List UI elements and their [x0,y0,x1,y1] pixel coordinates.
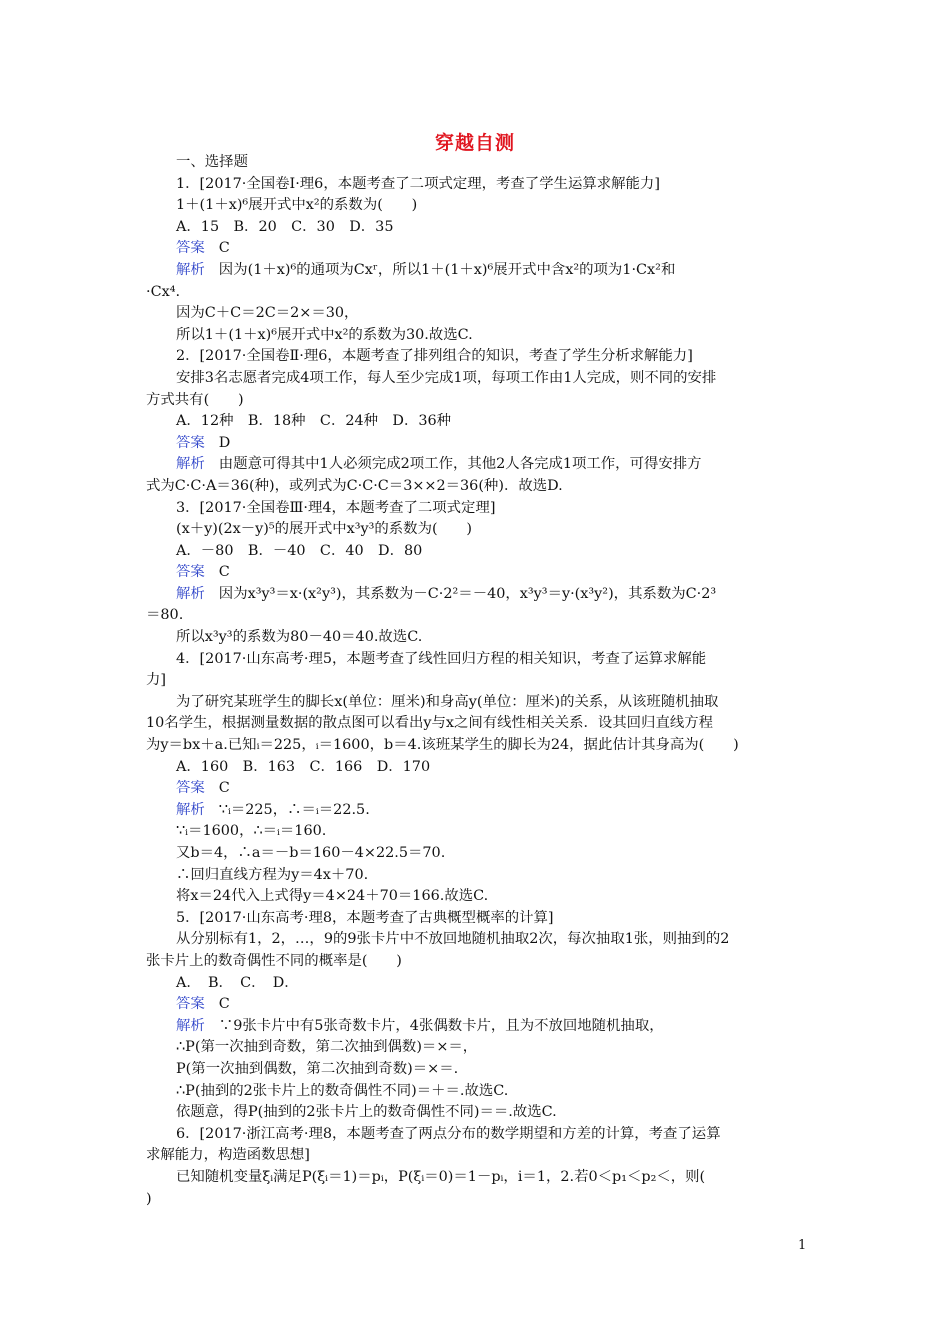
line-text: C [218,240,230,257]
line-text: ∴回归直线方程为y＝4x＋70. [176,866,369,883]
line-text: 从分别标有1，2，…，9的9张卡片中不放回地随机抽取2次，每次抽取1张，则抽到的2 [176,931,730,948]
line-text: C [218,564,230,581]
analysis-label: 解析 [176,456,205,473]
text-line [146,649,810,671]
text-line [146,821,810,843]
answer-label: 答案 [176,240,205,257]
text-line [146,1102,810,1124]
line-text: P(第一次抽到偶数，第二次抽到奇数)＝×＝. [176,1060,459,1077]
analysis-label: 解析 [176,1017,205,1034]
text-line [146,519,810,541]
text-line [146,1081,810,1103]
line-text: A． B． C． D． [176,974,299,991]
text-line [146,1037,810,1059]
text-line [146,346,810,368]
line-text: 力] [146,672,167,689]
line-text: (x＋y)(2x－y)⁵的展开式中x³y³的系数为( ) [176,521,472,538]
text-line [146,692,810,714]
line-text: 所以1＋(1＋x)⁶展开式中x²的系数为30.故选C. [176,326,473,343]
text-line [146,1167,810,1189]
line-text: ∵ᵢ＝1600，∴＝ᵢ＝160. [176,823,327,840]
line-text: 方式共有( ) [146,391,244,408]
answer-label: 答案 [176,564,205,581]
text-line [146,411,810,433]
text-line [146,843,810,865]
analysis-line [146,800,810,822]
line-text: 4．[2017·山东高考·理5，本题考查了线性回归方程的相关知识，考查了运算求解能 [176,650,707,667]
text-line [146,627,810,649]
line-text: ) [146,1190,152,1207]
page-number: 1 [798,1238,807,1253]
line-text: 式为C·C·A＝36(种)，或列式为C·C·C＝3××2＝36(种)．故选D. [146,477,563,494]
answer-label: 答案 [176,434,205,451]
line-text: ＝80. [146,607,184,624]
line-text: 依题意，得P(抽到的2张卡片上的数奇偶性不同)＝＝.故选C. [176,1104,557,1121]
analysis-line [146,1016,810,1038]
line-text: A．15 B．20 C．30 D．35 [176,218,394,235]
line-text: 1＋(1＋x)⁶展开式中x²的系数为( ) [176,197,418,214]
text-line [146,282,810,304]
text-line [146,325,810,347]
analysis-label: 解析 [176,585,205,602]
document-body [146,152,810,1210]
line-text: ·Cx⁴. [146,283,181,300]
text-line [146,1145,810,1167]
text-line [146,1059,810,1081]
line-text: 为y＝bx＋a.已知ᵢ＝225，ᵢ＝1600，b＝4.该班某学生的脚长为24，据此估计其身高为( ) [146,737,739,754]
line-text: 又b＝4，∴a＝－b＝160－4×22.5＝70. [176,845,446,861]
line-text: ∴P(第一次抽到奇数，第二次抽到偶数)＝×＝， [176,1039,478,1056]
line-text: ∵ᵢ＝225，∴＝ᵢ＝22.5. [218,801,370,818]
text-line [146,498,810,520]
line-text: ∵9张卡片中有5张奇数卡片，4张偶数卡片，且为不放回地随机抽取， [218,1017,664,1034]
line-text: 安排3名志愿者完成4项工作，每人至少完成1项，每项工作由1人完成，则不同的安排 [176,369,717,386]
text-line [146,1124,810,1146]
text-line [146,217,810,239]
line-text: 1．[2017·全国卷Ⅰ·理6，本题考查了二项式定理，考查了学生运算求解能力] [176,175,660,192]
line-text: 10名学生，根据测量数据的散点图可以看出y与x之间有线性相关关系．设其回归直线方程 [146,715,714,732]
line-text: 5．[2017·山东高考·理8，本题考查了古典概型概率的计算] [176,909,554,926]
line-text: 一、选择题 [176,154,248,170]
line-text: ∴P(抽到的2张卡片上的数奇偶性不同)＝＋＝.故选C. [176,1082,509,1099]
analysis-label: 解析 [176,261,205,278]
line-text: 2．[2017·全国卷Ⅱ·理6，本题考查了排列组合的知识，考查了学生分析求解能力] [176,348,693,365]
text-line [146,757,810,779]
line-text: C [218,996,230,1013]
page-title: 穿越自测 [434,132,515,154]
text-line [146,152,810,174]
line-text: 6．[2017·浙江高考·理8，本题考查了两点分布的数学期望和方差的计算，考查了运算 [176,1125,721,1142]
answer-line [146,994,810,1016]
text-line [146,605,810,627]
analysis-line [146,584,810,606]
line-text: 3．[2017·全国卷Ⅲ·理4，本题考查了二项式定理] [176,499,496,516]
answer-line [146,433,810,455]
text-line [146,476,810,498]
answer-line [146,778,810,800]
line-text: A．160 B．163 C．166 D．170 [176,758,431,775]
line-text: 为了研究某班学生的脚长x(单位：厘米)和身高y(单位：厘米)的关系，从该班随机抽取 [176,693,719,710]
answer-label: 答案 [176,780,205,797]
line-text: 由题意可得其中1人必须完成2项工作，其他2人各完成1项工作，可得安排方 [218,456,702,473]
line-text: D [218,434,231,451]
line-text: 将x＝24代入上式得y＝4×24＋70＝166.故选C. [176,888,489,905]
line-text: 求解能力，构造函数思想] [146,1147,310,1164]
text-line [146,929,810,951]
line-text: C [218,780,230,797]
text-line [146,390,810,412]
analysis-label: 解析 [176,801,205,818]
line-text: 张卡片上的数奇偶性不同的概率是( ) [146,952,402,969]
text-line [146,174,810,196]
text-line [146,908,810,930]
text-line [146,886,810,908]
text-line [146,1189,810,1211]
line-text: 因为C＋C＝2C＝2×＝30， [176,305,359,322]
line-text: 因为(1＋x)⁶的通项为Cxʳ，所以1＋(1＋x)⁶展开式中含x²的项为1·Cx²和 [218,261,676,278]
text-line [146,951,810,973]
line-text: 已知随机变量ξᵢ满足P(ξᵢ＝1)＝pᵢ，P(ξᵢ＝0)＝1－pᵢ，i＝1，2.若0＜p₁＜p₂＜，则( [176,1168,706,1185]
answer-line [146,238,810,260]
text-line [146,713,810,735]
text-line [146,368,810,390]
line-text: A．－80 B．－40 C．40 D．80 [176,542,423,559]
text-line [146,195,810,217]
text-line [146,735,810,757]
line-text: 因为x³y³＝x·(x²y³)，其系数为－C·2²＝－40，x³y³＝y·(x³y²)，其系数为C·2³ [218,585,717,602]
text-line [146,670,810,692]
text-line [146,303,810,325]
line-text: A．12种 B．18种 C．24种 D．36种 [176,413,452,430]
answer-line [146,562,810,584]
line-text: 所以x³y³的系数为80－40＝40.故选C. [176,629,423,646]
answer-label: 答案 [176,996,205,1013]
analysis-line [146,454,810,476]
text-line [146,865,810,887]
text-line [146,973,810,995]
analysis-line [146,260,810,282]
text-line [146,541,810,563]
